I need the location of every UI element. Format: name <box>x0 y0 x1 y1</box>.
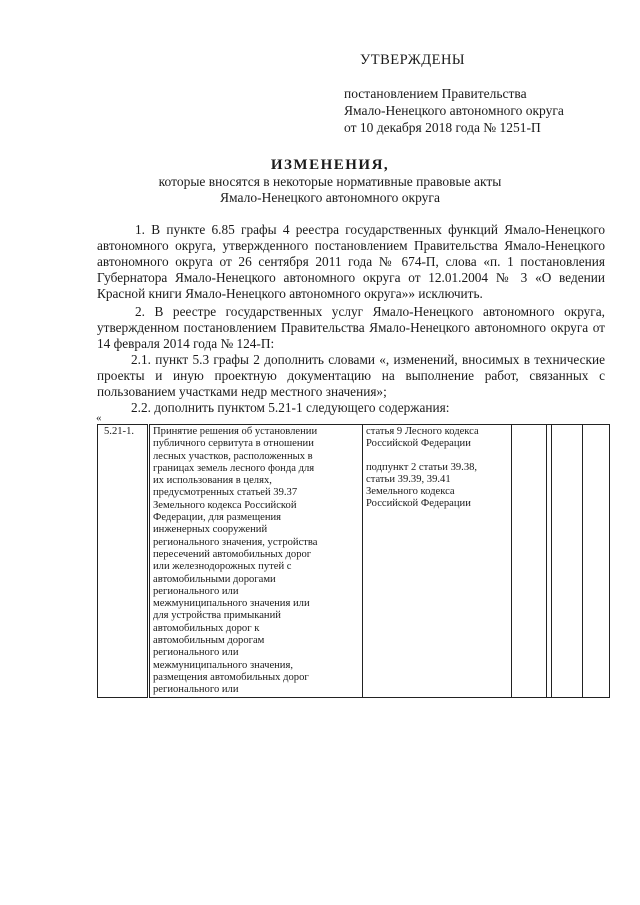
document-title <box>80 156 580 206</box>
description-line: автомобильных дорог к <box>153 622 260 634</box>
description-line: автомобильными дорогами <box>153 573 276 585</box>
description-line: инженерных сооружений <box>153 524 268 536</box>
description-line: предусмотренных статьей 39.37 <box>153 487 298 499</box>
title-sub-1: которые вносятся в некоторые нормативные правовые акты <box>158 174 502 189</box>
description-line: межмуниципального значения или <box>153 598 310 610</box>
description-line: регионального или <box>153 684 239 696</box>
approval-line-2: Ямало-Ненецкого автономного округа <box>344 103 564 118</box>
description-line: публичного сервитута в отношении <box>153 438 314 450</box>
description-line: их использования в целях, <box>153 475 272 487</box>
description-line: лесных участков, расположенных в <box>153 450 313 462</box>
document-body <box>97 222 605 416</box>
title-sub-2: Ямало-Ненецкого автономного округа <box>220 190 440 205</box>
cell-description <box>149 425 363 698</box>
cell-empty-3 <box>552 425 583 698</box>
description-line: размещения автомобильных дорог <box>153 671 309 683</box>
basis-line: статья 9 Лесного кодекса <box>366 426 479 437</box>
approval-stamp <box>344 52 624 136</box>
registry-table <box>97 424 610 698</box>
description-line: Земельного кодекса Российской <box>153 499 297 511</box>
description-line: регионального значения, устройства <box>153 536 318 548</box>
paragraph-2-1: 2.1. пункт 5.3 графы 2 дополнить словами «, изменений, вносимых в технические проекты и иную проектную документацию на выполнение работ, связанных с пользованием участками недр местного значения»; <box>97 352 605 399</box>
cell-empty-4 <box>583 425 610 698</box>
description-line: пересечений автомобильных дорог <box>153 548 312 560</box>
description-line: или железнодорожных путей с <box>153 561 292 573</box>
description-line: регионального или <box>153 647 239 659</box>
opening-quote: « <box>96 412 102 424</box>
description-line: автомобильным дорогам <box>153 635 265 647</box>
paragraph-2: 2. В реестре государственных услуг Ямало-Ненецкого автономного округа, утвержденном постановлением Правительства Ямало-Ненецкого автономного округа от 14 февраля 2014 года № 124-П: <box>97 304 605 351</box>
description-line: Федерации, для размещения <box>153 512 282 524</box>
approval-line-1: постановлением Правительства <box>344 86 527 101</box>
basis-line: подпункт 2 статьи 39.38, <box>366 461 478 473</box>
basis-line: статьи 39.39, 39.41 <box>366 473 451 485</box>
title-main: ИЗМЕНЕНИЯ, <box>270 157 390 173</box>
basis-line: Российской Федерации <box>366 498 471 510</box>
table-row <box>98 425 610 698</box>
description-line: границах земель лесного фонда для <box>153 462 315 474</box>
description-line: для устройства примыканий <box>153 610 281 622</box>
approval-heading: УТВЕРЖДЕНЫ <box>360 52 466 68</box>
cell-empty-1 <box>512 425 547 698</box>
basis-line: Российской Федерации <box>366 438 471 450</box>
description-line: межмуниципального значения, <box>153 659 293 671</box>
description-line: Принятие решения об установлении <box>153 426 318 437</box>
description-line: регионального или <box>153 585 239 597</box>
cell-legal-basis <box>363 425 512 698</box>
paragraph-2-2: 2.2. дополнить пунктом 5.21-1 следующего содержания: <box>131 400 450 415</box>
paragraph-1: 1. В пункте 6.85 графы 4 реестра государственных функций Ямало-Ненецкого автономного округа, утвержденного постановлением Правительства Ямало-Ненецкого автономного округа от 26 сентября 2011 года № 674-П, слова «п. 1 постановления Губернатора Ямало-Ненецкого автономного округа от 12.01.2004 № 3 «О ведении Красной книги Ямало-Ненецкого автономного округа»» исключить. <box>97 222 605 301</box>
cell-number: 5.21-1. <box>98 425 149 698</box>
approval-line-3: от 10 декабря 2018 года № 1251-П <box>344 120 541 135</box>
basis-line: Земельного кодекса <box>366 486 455 498</box>
